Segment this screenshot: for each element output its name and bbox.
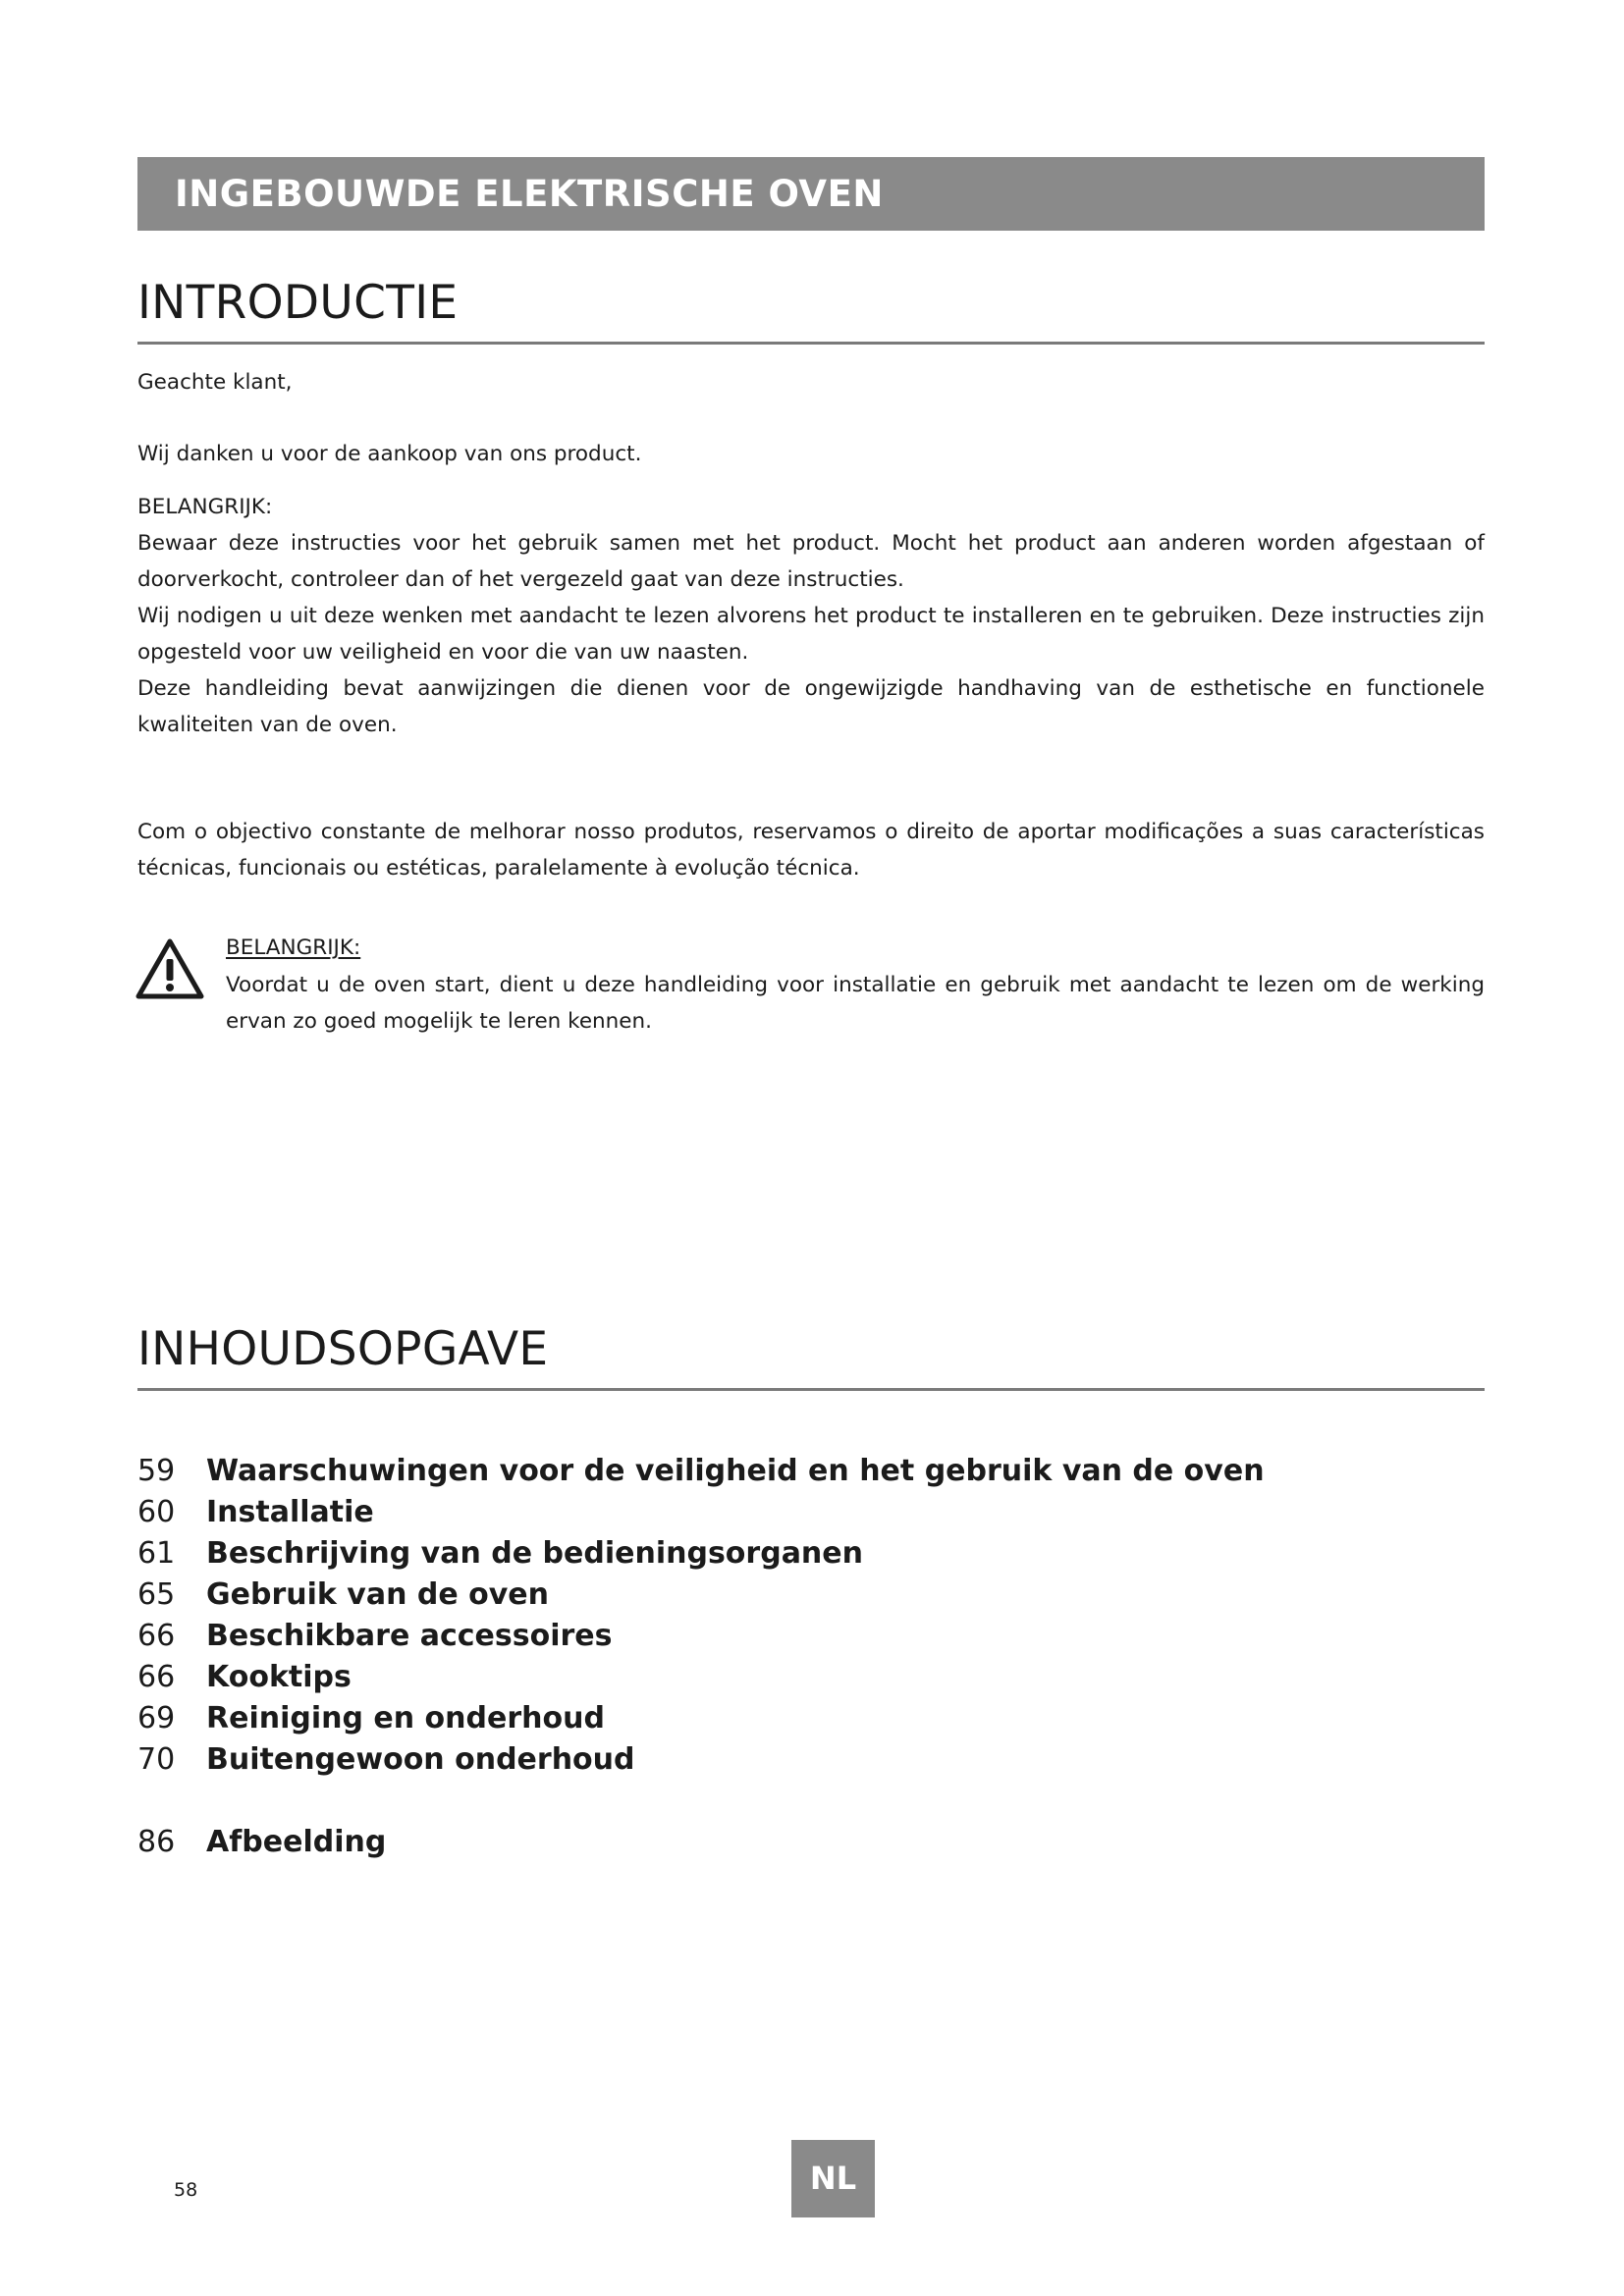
portuguese-note: Com o objectivo constante de melhorar nosso produtos, reservamos o direito de aportar modificações a suas características técnicas, funcionais ou estéticas, paralelamente à evolução técnica. xyxy=(137,820,1485,881)
greeting-text: Geachte klant, xyxy=(137,370,293,395)
toc-title: Reiniging en onderhoud xyxy=(206,1701,605,1735)
warning-triangle-icon xyxy=(135,937,204,1000)
toc-item[interactable] xyxy=(137,1575,1485,1616)
important-block xyxy=(137,489,1485,743)
toc-item[interactable] xyxy=(137,1492,1485,1533)
toc-item[interactable] xyxy=(137,1822,1485,1863)
toc-title: Beschikbare accessoires xyxy=(206,1619,613,1653)
toc-item[interactable] xyxy=(137,1698,1485,1739)
toc-item[interactable] xyxy=(137,1533,1485,1575)
toc-page-number: 86 xyxy=(137,1825,176,1859)
page-number: 58 xyxy=(174,2179,198,2201)
toc-item[interactable] xyxy=(137,1657,1485,1698)
important-label: BELANGRIJK: xyxy=(137,495,273,519)
toc-heading: INHOUDSOPGAVE xyxy=(137,1322,549,1376)
toc-page-number: 66 xyxy=(137,1660,176,1694)
important-text-3: Deze handleiding bevat aanwijzingen die dienen voor de ongewijzigde handhaving van de esthetische en functionele kwaliteiten van de oven. xyxy=(137,676,1485,737)
toc-title: Beschrijving van de bedieningsorganen xyxy=(206,1536,863,1571)
warning-text: Voordat u de oven start, dient u deze handleiding voor installatie en gebruik met aandacht te lezen om de werking ervan zo goed mogelijk te leren kennen. xyxy=(226,973,1485,1034)
warning-title: BELANGRIJK: xyxy=(226,935,361,960)
toc-page-number: 69 xyxy=(137,1701,176,1735)
important-text-2: Wij nodigen u uit deze wenken met aandacht te lezen alvorens het product te installeren en te gebruiken. Deze instructies zijn opgesteld voor uw veiligheid en voor die van uw naasten. xyxy=(137,604,1485,665)
toc-title: Kooktips xyxy=(206,1660,352,1694)
toc-page-number: 59 xyxy=(137,1454,176,1488)
toc-item[interactable] xyxy=(137,1739,1485,1781)
intro-heading: INTRODUCTIE xyxy=(137,276,459,330)
toc-page-number: 66 xyxy=(137,1619,176,1653)
toc-title: Waarschuwingen voor de veiligheid en het gebruik van de oven xyxy=(206,1454,1265,1488)
important-text-1: Bewaar deze instructies voor het gebruik samen met het product. Mocht het product aan anderen worden afgestaan of doorverkocht, controleer dan of het vergezeld gaat van deze instructies. xyxy=(137,531,1485,592)
toc-page-number: 70 xyxy=(137,1742,176,1777)
table-of-contents xyxy=(137,1451,1485,1863)
toc-title: Afbeelding xyxy=(206,1825,387,1859)
toc-item[interactable] xyxy=(137,1616,1485,1657)
toc-title: Installatie xyxy=(206,1495,374,1529)
intro-heading-rule xyxy=(137,342,1485,345)
toc-page-number: 60 xyxy=(137,1495,176,1529)
toc-item[interactable] xyxy=(137,1451,1485,1492)
toc-page-number: 61 xyxy=(137,1536,176,1571)
thanks-text: Wij danken u voor de aankoop van ons product. xyxy=(137,442,642,466)
toc-heading-rule xyxy=(137,1388,1485,1391)
toc-title: Gebruik van de oven xyxy=(206,1577,550,1612)
toc-page-number: 65 xyxy=(137,1577,176,1612)
section-banner: INGEBOUWDE ELEKTRISCHE OVEN xyxy=(137,157,1485,231)
toc-title: Buitengewoon onderhoud xyxy=(206,1742,635,1777)
language-badge: NL xyxy=(791,2140,875,2217)
